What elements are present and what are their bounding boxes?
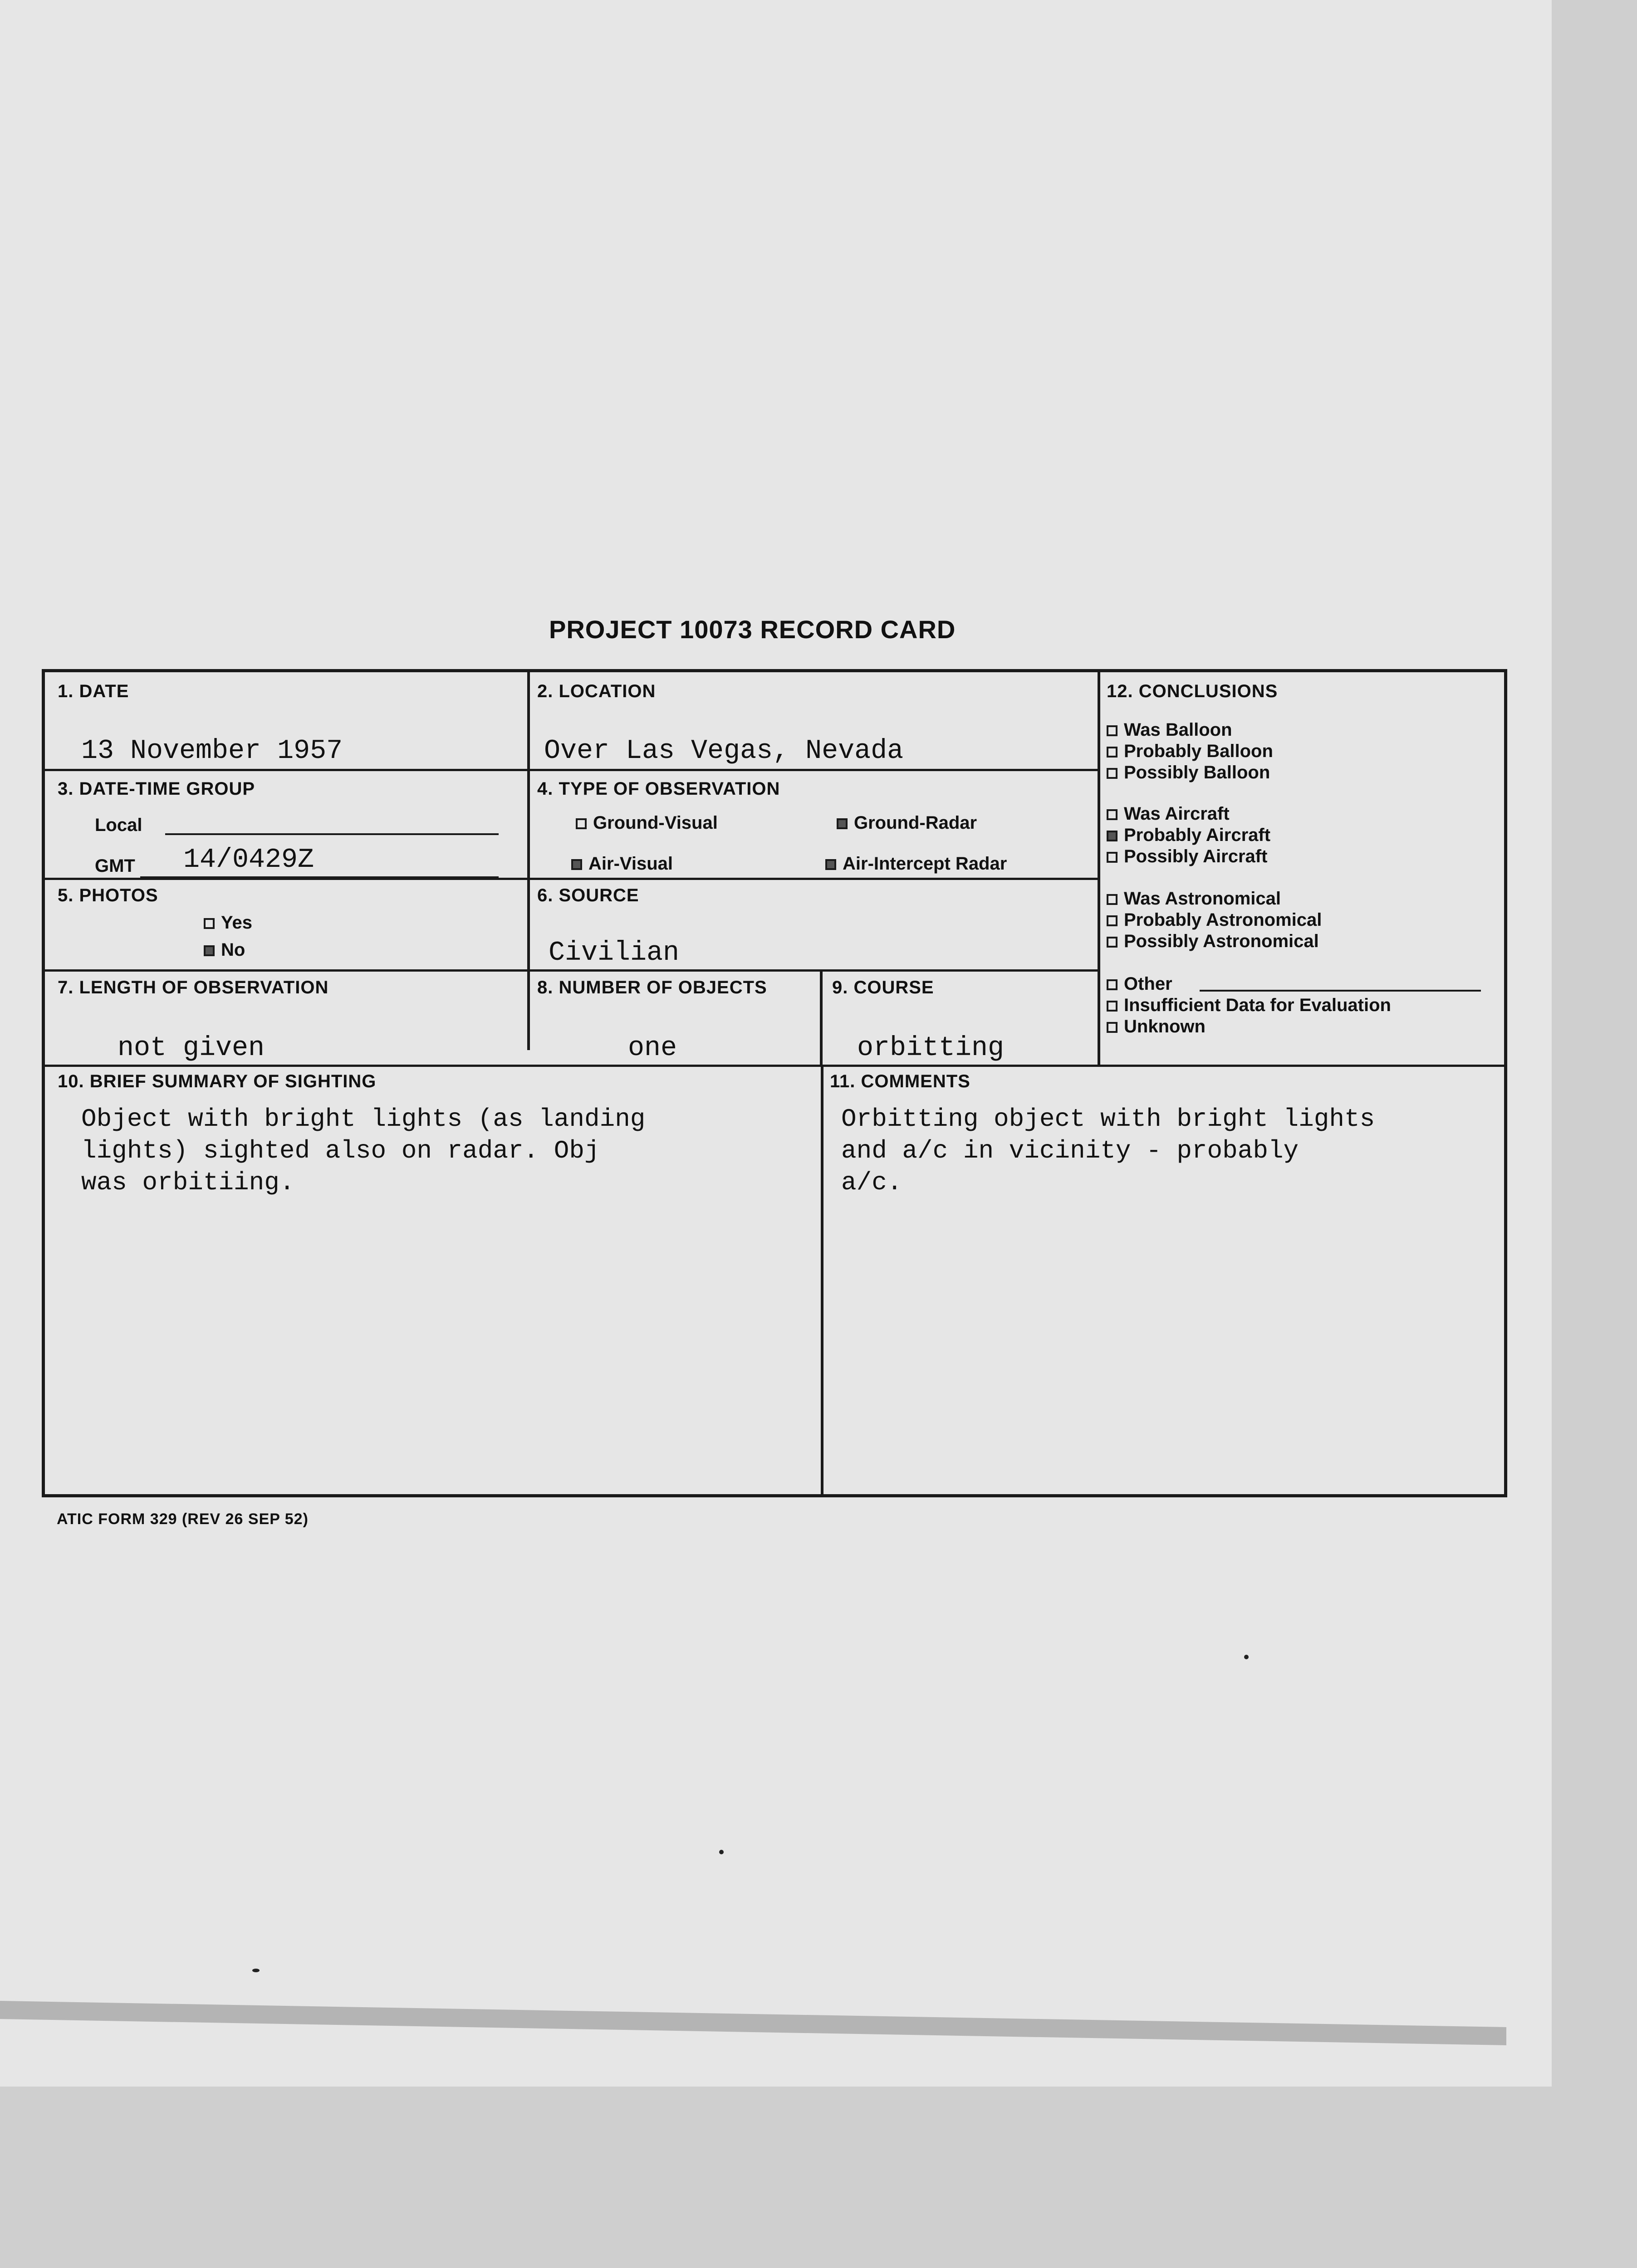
gmt-value: 14/0429Z [183,845,314,875]
gmt-label: GMT [95,856,135,876]
comments-label: 11. COMMENTS [830,1071,970,1091]
air-visual-option: Air-Visual [571,854,673,874]
conclusion-item-checked: Probably Aircraft [1107,825,1270,846]
ground-visual-option: Ground-Visual [576,813,718,833]
checkbox-checked [571,859,582,870]
comments-text: Orbitting object with bright lights and a/c in vicinity - probably a/c. [841,1105,1375,1197]
summary-label: 10. BRIEF SUMMARY OF SIGHTING [58,1071,377,1091]
local-label: Local [95,815,142,835]
air-intercept-option: Air-Intercept Radar [825,854,1007,874]
conclusion-item: Probably Astronomical [1107,910,1322,930]
length-label: 7. LENGTH OF OBSERVATION [58,978,329,997]
conclusions-label: 12. CONCLUSIONS [1107,681,1278,701]
length-value: not given [118,1033,265,1064]
photos-no-option: No [204,940,245,960]
conclusion-item: Unknown [1107,1017,1206,1037]
conclusion-item: Other [1107,974,1172,994]
card-title: PROJECT 10073 RECORD CARD [549,615,956,644]
date-label: 1. DATE [58,681,129,701]
photos-yes-option: Yes [204,913,252,933]
course-value: orbitting [857,1033,1005,1064]
conclusion-item: Possibly Aircraft [1107,846,1267,867]
summary-text: Object with bright lights (as landing lights) sighted also on radar. Obj was orbitiing. [81,1105,646,1197]
checkbox-checked [204,945,215,956]
conclusion-item: Was Aircraft [1107,804,1230,824]
objects-label: 8. NUMBER OF OBJECTS [537,978,767,997]
conclusion-item: Possibly Balloon [1107,763,1270,783]
photos-label: 5. PHOTOS [58,885,158,905]
course-label: 9. COURSE [832,978,934,997]
conclusion-item: Was Astronomical [1107,889,1281,909]
location-value: Over Las Vegas, Nevada [544,736,904,767]
checkbox-checked [837,818,848,829]
source-label: 6. SOURCE [537,885,639,905]
checkbox [576,818,587,829]
checkbox-checked [825,859,836,870]
location-label: 2. LOCATION [537,681,656,701]
date-value: 13 November 1957 [81,736,343,767]
dtg-label: 3. DATE-TIME GROUP [58,779,255,799]
checkbox [204,918,215,929]
conclusion-item: Probably Balloon [1107,741,1273,762]
ground-radar-option: Ground-Radar [837,813,977,833]
objects-value: one [628,1033,677,1064]
type-label: 4. TYPE OF OBSERVATION [537,779,780,799]
conclusion-item: Possibly Astronomical [1107,931,1319,952]
form-footer: ATIC FORM 329 (REV 26 SEP 52) [57,1510,309,1528]
conclusion-item: Was Balloon [1107,720,1232,740]
record-card [42,669,1507,1497]
source-value: Civilian [549,938,680,968]
conclusion-item: Insufficient Data for Evaluation [1107,995,1391,1016]
